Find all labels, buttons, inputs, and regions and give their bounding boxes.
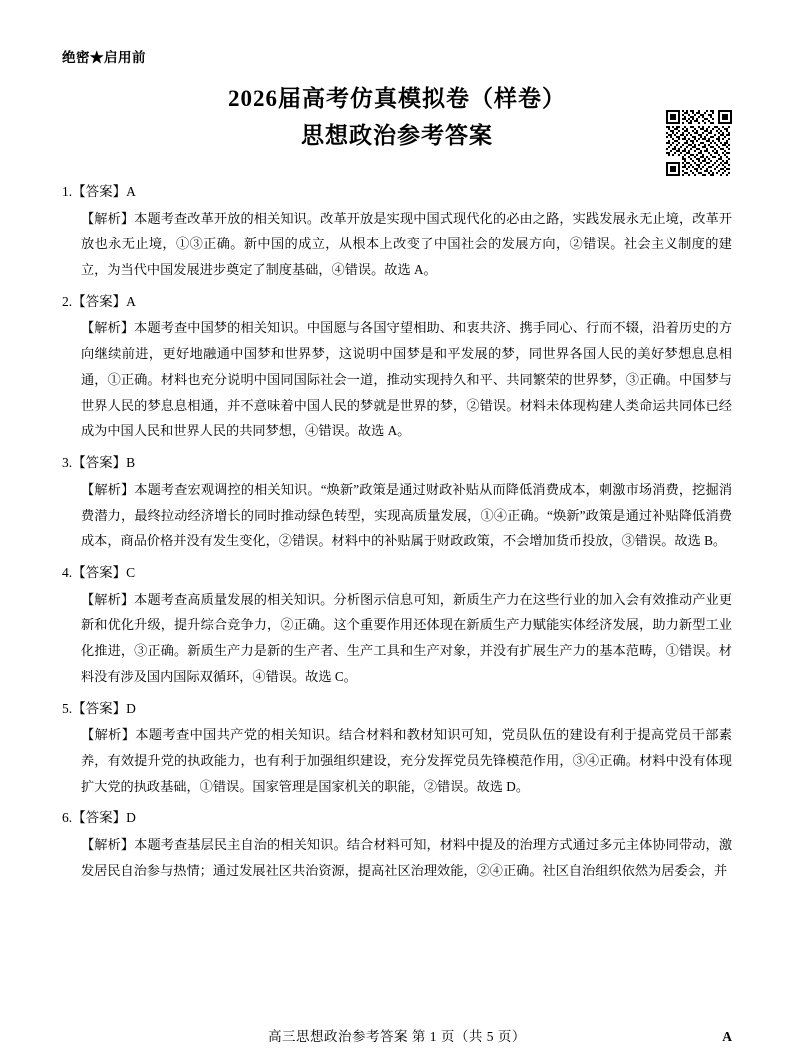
item-number: 1. — [62, 184, 73, 199]
item-number: 6. — [62, 810, 73, 826]
answer-value: C — [126, 565, 136, 580]
answer-line — [62, 450, 732, 476]
title-block — [62, 82, 732, 153]
answer-label: 【答案】 — [72, 810, 127, 826]
explanation-text: 本题考查高质量发展的相关知识。分析图示信息可知，新质生产力在这些行业的加入会有效推动产业更新和优化升级，提升综合竞争力，②正确。这个重要作用还体现在新质生产力赋能实体经济发展，助力新型工业化推进，③正确。新质生产力是新的生产者、生产工具和生产对象，并没有扩展生产力的基本范畴，①错误。材料没有涉及国内国际双循环，④错误。故选 C。 — [81, 591, 733, 684]
answer-value: A — [126, 184, 136, 199]
item-number: 3. — [62, 455, 73, 471]
answer-value: D — [126, 810, 136, 826]
item-number: 5. — [62, 700, 73, 716]
explanation-text: 本题考查改革开放的相关知识。改革开放是实现中国式现代化的必由之路，实践发展永无止境，改革开放也永无止境，①③正确。新中国的成立，从根本上改变了中国社会的发展方向，②错误。社会主义制度的建立，为当代中国发展进步奠定了制度基础，④错误。故选 A。 — [81, 210, 733, 278]
explanation-label: 【解析】 — [81, 320, 135, 336]
explanation-line — [62, 315, 732, 444]
answer-item — [62, 179, 732, 283]
explanation-line — [62, 722, 732, 799]
secret-label: 绝密★启用前 — [62, 50, 146, 65]
explanation-text: 本题考查基层民主自治的相关知识。结合材料可知，材料中提及的治理方式通过多元主体协同带动，激发居民自治参与热情；通过发展社区共治资源，提高社区治理效能，②④正确。社区自治组织依然为居委会，并 — [81, 837, 733, 878]
answer-label: 【答案】 — [72, 565, 127, 580]
answer-line — [62, 805, 732, 831]
answer-label: 【答案】 — [72, 700, 127, 716]
explanation-label: 【解析】 — [81, 837, 135, 853]
answer-line — [62, 560, 732, 586]
answer-line — [62, 289, 732, 315]
paper-version-label: A — [722, 1029, 732, 1044]
explanation-line — [62, 832, 732, 883]
explanation-text: 本题考查中国梦的相关知识。中国愿与各国守望相助、和衷共济、携手同心、行而不辍，沿着历史的方向继续前进，更好地融通中国梦和世界梦，这说明中国梦是和平发展的梦，同世界各国人民的美好梦想息息相通，①正确。材料也充分说明中国同国际社会一道，推动实现持久和平、共同繁荣的世界梦，③正确。中国梦与世界人民的梦息息相通，并不意味着中国人民的梦就是世界的梦，②错误。材料未体现构建人类命运共同体已经成为中国人民和世界人民的共同梦想，④错误。故选 A。 — [81, 320, 733, 439]
page-footer: 高三思想政治参考答案 第 1 页（共 5 页） — [268, 1029, 526, 1044]
explanation-label: 【解析】 — [81, 210, 135, 226]
page-title: 2026届高考仿真模拟卷（样卷） — [228, 86, 566, 111]
answer-value: D — [126, 700, 136, 716]
answer-line — [62, 696, 732, 722]
answer-value: A — [126, 293, 136, 309]
explanation-text: 本题考查宏观调控的相关知识。“焕新”政策是通过财政补贴从而降低消费成本，刺激市场消费，挖掘消费潜力，最终拉动经济增长的同时推动绿色转型，实现高质量发展，①④正确。“焕新”政策是通过补贴降低消费成本，商品价格并没有发生变化，②错误。材料中的补贴属于财政政策，不会增加货币投放，③错误。故选 B。 — [81, 481, 733, 549]
item-number: 2. — [62, 293, 73, 309]
answer-label: 【答案】 — [72, 293, 127, 309]
page-subtitle: 思想政治参考答案 — [301, 122, 493, 148]
explanation-text: 本题考查中国共产党的相关知识。结合材料和教材知识可知，党员队伍的建设有利于提高党员干部素养，有效提升党的执政能力，也有利于加强组织建设，充分发挥党员先锋模范作用，③④正确。材料中没有体现扩大党的执政基础，①错误。国家管理是国家机关的职能，②错误。故选 D。 — [81, 727, 733, 794]
explanation-label: 【解析】 — [81, 591, 135, 607]
explanation-label: 【解析】 — [81, 481, 135, 497]
answer-item — [62, 289, 732, 444]
explanation-line — [62, 206, 732, 283]
item-number: 4. — [62, 565, 73, 580]
answer-line — [62, 179, 732, 205]
answer-label: 【答案】 — [72, 184, 127, 199]
answer-item — [62, 560, 732, 690]
explanation-line — [62, 587, 732, 690]
answers-list — [62, 179, 732, 884]
qr-code-icon — [666, 110, 732, 176]
answer-item — [62, 450, 732, 554]
answer-item — [62, 696, 732, 800]
answer-label: 【答案】 — [72, 455, 127, 471]
explanation-label: 【解析】 — [81, 727, 136, 743]
answer-item — [62, 805, 732, 883]
answer-value: B — [126, 455, 136, 471]
explanation-line — [62, 477, 732, 554]
